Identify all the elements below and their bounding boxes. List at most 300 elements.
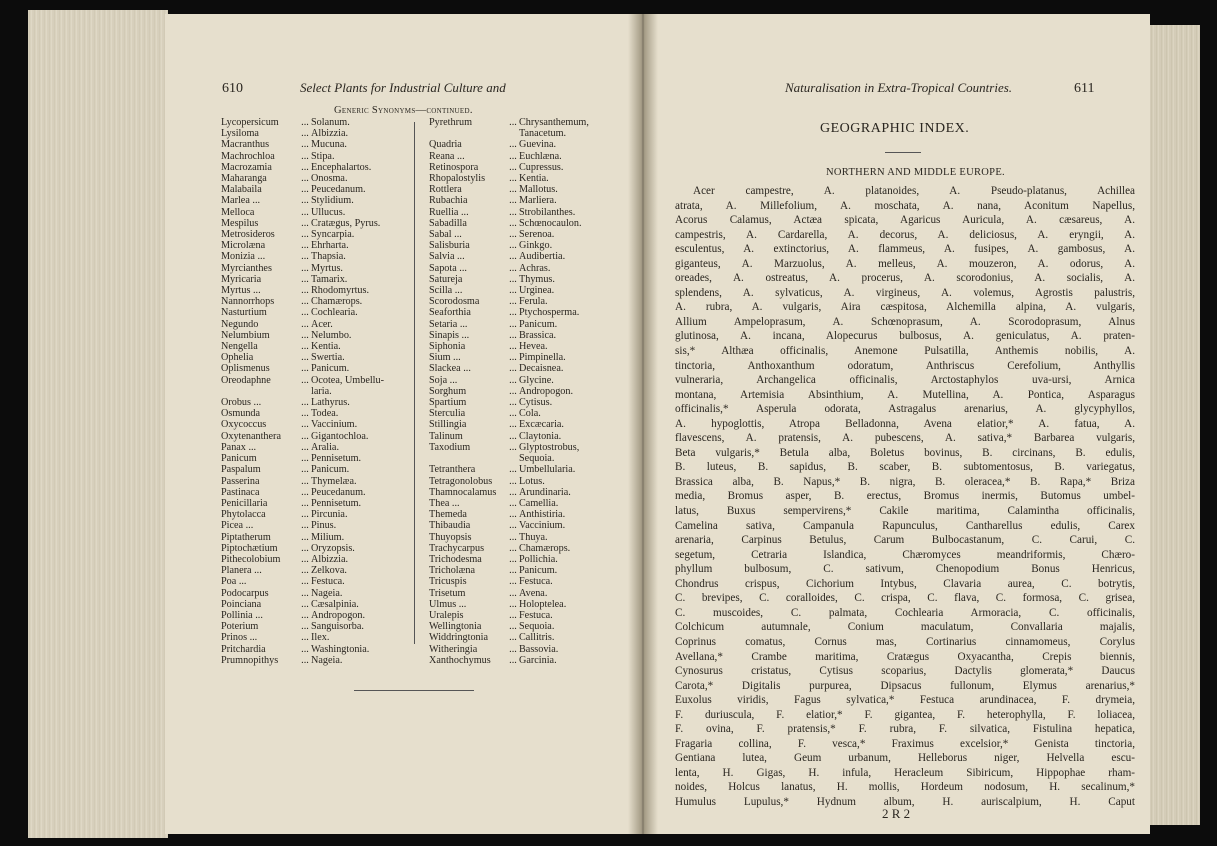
synonym-genus: Trisetum	[429, 587, 466, 599]
synonym-row	[429, 476, 634, 487]
leader-dots: ...	[509, 251, 517, 263]
synonym-genus: Machrochloa	[221, 150, 275, 162]
leader-dots	[507, 453, 519, 464]
synonym-row	[221, 240, 411, 251]
synonym-row	[221, 251, 411, 262]
synonym-genus: Ophelia	[221, 352, 254, 364]
synonym-target: Onosma.	[311, 173, 348, 185]
synonym-row	[221, 218, 411, 229]
synonym-target: Washingtonia.	[311, 643, 370, 655]
left-running-title: Select Plants for Industrial Culture and	[300, 80, 506, 95]
leader-dots: ...	[509, 240, 517, 252]
synonym-genus: Sterculia	[429, 408, 466, 420]
leader-dots: ...	[301, 318, 309, 330]
synonym-target: Strobilanthes.	[519, 206, 576, 218]
synonym-genus: Orobus ...	[221, 397, 262, 409]
left-page-number: 610	[222, 81, 243, 96]
synonym-row	[221, 543, 411, 554]
synonym-genus: Sium ...	[429, 352, 461, 364]
synonym-genus: Rubachia	[429, 195, 468, 207]
leader-dots: ...	[509, 318, 517, 330]
leader-dots: ...	[301, 262, 309, 274]
synonym-row	[429, 151, 634, 162]
synonym-row	[221, 363, 411, 374]
synonym-target: Cæsalpinia.	[311, 598, 359, 610]
synonym-genus: Poterium	[221, 621, 259, 633]
synonym-row	[429, 240, 634, 251]
synonym-target: Thymus.	[519, 273, 555, 285]
leader-dots	[507, 128, 519, 139]
leader-dots: ...	[509, 374, 517, 386]
synonym-row	[221, 408, 411, 419]
index-line: segetum, Cetraria Islandica, Chæromyces meandriformis, Chæro-	[675, 548, 1135, 561]
leader-dots: ...	[509, 609, 517, 621]
index-line: splendens, A. sylvaticus, A. virgineus, A. volemus, Agrostis palustris,	[675, 286, 1135, 299]
leader-dots: ...	[509, 206, 517, 218]
synonym-target: Andropogon.	[311, 609, 366, 621]
leader-dots: ...	[509, 464, 517, 476]
leader-dots: ...	[509, 262, 517, 274]
leader-dots: ...	[301, 632, 309, 644]
synonym-genus: Oreodaphne	[221, 374, 271, 386]
leader-dots: ...	[301, 598, 309, 610]
synonym-target: Nelumbo.	[311, 329, 352, 341]
synonym-genus: Piptochætium	[221, 542, 278, 554]
section-heading: Generic Synonyms—continued.	[334, 105, 473, 116]
synonym-row	[221, 128, 411, 139]
leader-dots: ...	[509, 195, 517, 207]
synonym-row	[221, 184, 411, 195]
synonym-row	[221, 330, 411, 341]
synonym-row	[221, 375, 411, 386]
leader-dots: ...	[301, 273, 309, 285]
synonym-genus: Sabal ...	[429, 229, 462, 241]
synonym-target: Panicum.	[311, 363, 350, 375]
synonym-target: Gigantochloa.	[311, 430, 369, 442]
synonym-row	[429, 386, 634, 397]
leader-dots: ...	[301, 542, 309, 554]
leader-dots: ...	[509, 430, 517, 442]
leader-dots: ...	[301, 654, 309, 666]
synonym-genus: Prumnopithys	[221, 654, 279, 666]
synonym-target: Hevea.	[519, 341, 548, 353]
index-line: Euxolus viridis, Fagus sylvatica,* Festuca arundinacea, F. drymeia,	[675, 694, 1135, 707]
synonym-genus: Poa ...	[221, 576, 247, 588]
synonym-row	[429, 229, 634, 240]
synonym-genus: Picea ...	[221, 520, 254, 532]
synonym-target: Panicum.	[519, 318, 558, 330]
synonym-target: Tamarix.	[311, 273, 348, 285]
synonym-genus: Phytolacca	[221, 509, 266, 521]
synonym-target: Cola.	[519, 408, 541, 420]
synonyms-column-1	[221, 117, 411, 666]
synonym-genus: Tetragonolobus	[429, 475, 493, 487]
synonym-target: Euchlæna.	[519, 150, 562, 162]
right-page-number: 611	[1074, 81, 1095, 96]
synonym-target: Guevina.	[519, 139, 557, 151]
synonym-row	[429, 184, 634, 195]
synonym-genus: Slackea ...	[429, 363, 471, 375]
synonym-genus: Uralepis	[429, 609, 464, 621]
synonym-row	[429, 173, 634, 184]
synonym-row	[221, 195, 411, 206]
synonym-target: Brassica.	[519, 329, 557, 341]
leader-dots: ...	[301, 139, 309, 151]
synonym-target: Serenoa.	[519, 229, 555, 241]
synonym-genus: Thea ...	[429, 497, 460, 509]
synonym-genus: Soja ...	[429, 374, 458, 386]
synonym-target: Schœnocaulon.	[519, 217, 582, 229]
leader-dots: ...	[301, 464, 309, 476]
synonym-row	[221, 386, 411, 397]
synonym-target: Urginea.	[519, 285, 555, 297]
synonym-row	[429, 397, 634, 408]
left-page-edges	[28, 10, 168, 838]
synonym-genus: Prinos ...	[221, 632, 258, 644]
synonym-target: Pennisetum.	[311, 453, 362, 465]
synonym-row	[221, 554, 411, 565]
leader-dots: ...	[509, 341, 517, 353]
leader-dots: ...	[509, 150, 517, 162]
index-line: Colchicum autumnale, Conium maculatum, Convallaria majalis,	[675, 621, 1135, 634]
synonym-target: Callitris.	[519, 632, 555, 644]
synonym-row	[429, 352, 634, 363]
leader-dots: ...	[301, 565, 309, 577]
leader-dots: ...	[301, 341, 309, 353]
synonym-row	[221, 397, 411, 408]
synonym-row	[221, 644, 411, 655]
index-line: Cynosurus cristatus, Cytisus scoparius, Dactylis glomerata,* Daucus	[675, 665, 1135, 678]
synonym-row	[221, 632, 411, 643]
synonym-genus: Setaria ...	[429, 318, 468, 330]
synonym-row	[429, 307, 634, 318]
synonym-genus: Scorodosma	[429, 296, 480, 308]
synonym-genus: Myricaria	[221, 273, 262, 285]
synonym-target: Arundinaria.	[519, 486, 571, 498]
synonym-genus	[429, 453, 507, 464]
synonym-genus: Wellingtonia	[429, 621, 482, 633]
index-line: vulneraria, Archangelica officinalis, Arctostaphylos uva-ursi, Arnica	[675, 374, 1135, 387]
synonym-target: Sanguisorba.	[311, 621, 364, 633]
synonym-row	[429, 599, 634, 610]
synonym-genus: Pithecolobium	[221, 553, 281, 565]
synonym-genus: Oxytenanthera	[221, 430, 281, 442]
synonym-target: Mallotus.	[519, 184, 558, 196]
synonym-genus: Panicum	[221, 453, 257, 465]
index-line: latus, Buxus sempervirens,* Cakile maritima, Calamintha officinalis,	[675, 505, 1135, 518]
synonym-genus: Thuyopsis	[429, 531, 472, 543]
synonym-row	[429, 251, 634, 262]
synonym-target: Lathyrus.	[311, 397, 350, 409]
leader-dots: ...	[301, 430, 309, 442]
synonym-row	[429, 610, 634, 621]
synonym-genus: Sorghum	[429, 385, 467, 397]
index-line: phyllum bulbosum, C. sativum, Chenopodium Bonus Henricus,	[675, 563, 1135, 576]
synonym-genus: Lysiloma	[221, 128, 259, 140]
synonym-target: Milium.	[311, 531, 345, 543]
synonym-target: Ilex.	[311, 632, 330, 644]
synonym-genus: Witheringia	[429, 643, 478, 655]
leader-dots: ...	[509, 531, 517, 543]
index-line: sis,* Althæa officinalis, Anemone Pulsatilla, Anthemis nobilis, A.	[675, 345, 1135, 358]
synonym-target: Ginkgo.	[519, 240, 553, 252]
index-line: arenaria, Carpinus Betulus, Carum Bulbocastanum, C. Carui, C.	[675, 534, 1135, 547]
synonym-target: Panicum.	[519, 565, 558, 577]
leader-dots: ...	[509, 565, 517, 577]
synonym-row	[429, 576, 634, 587]
synonym-row	[221, 117, 411, 128]
synonym-genus: Stillingia	[429, 419, 467, 431]
leader-dots: ...	[301, 161, 309, 173]
synonym-row	[221, 588, 411, 599]
synonym-target: Glycine.	[519, 374, 554, 386]
synonym-target: Thymelæa.	[311, 475, 357, 487]
synonym-target: Peucedanum.	[311, 184, 366, 196]
synonym-row	[221, 610, 411, 621]
leader-dots: ...	[509, 397, 517, 409]
synonym-target: Ocotea, Umbellu-	[311, 374, 384, 386]
synonym-genus: Oplismenus	[221, 363, 270, 375]
leader-dots: ...	[509, 117, 517, 128]
leader-dots: ...	[301, 229, 309, 241]
synonym-genus: Osmunda	[221, 408, 261, 420]
index-line: media, Bromus asper, B. erectus, Bromus inermis, Butomus umbel-	[675, 490, 1135, 503]
synonym-row	[429, 509, 634, 520]
synonym-row	[221, 319, 411, 330]
leader-dots: ...	[301, 497, 309, 509]
synonym-row	[221, 207, 411, 218]
leader-dots	[299, 386, 311, 397]
index-line: noides, Holcus lanatus, H. mollis, Hordeum nodosum, H. secalinum,*	[675, 781, 1135, 794]
synonym-row	[429, 341, 634, 352]
synonym-row	[429, 162, 634, 173]
synonym-row	[429, 487, 634, 498]
synonym-target: Stipa.	[311, 150, 335, 162]
synonym-target: Festuca.	[519, 609, 553, 621]
synonym-genus: Trichodesma	[429, 553, 482, 565]
synonym-genus: Tetranthera	[429, 464, 476, 476]
leader-dots: ...	[509, 654, 517, 666]
synonym-genus: Seaforthia	[429, 307, 471, 319]
leader-dots: ...	[509, 296, 517, 308]
synonyms-column-2	[429, 117, 634, 666]
leader-dots: ...	[509, 542, 517, 554]
synonym-row	[429, 655, 634, 666]
leader-dots: ...	[301, 397, 309, 409]
synonym-row	[429, 464, 634, 475]
leader-dots: ...	[301, 643, 309, 655]
synonym-target: Albizzia.	[311, 553, 349, 565]
synonym-genus: Taxodium	[429, 441, 471, 453]
leader-dots: ...	[509, 217, 517, 229]
synonym-row	[221, 509, 411, 520]
leader-dots: ...	[509, 184, 517, 196]
synonym-row	[221, 263, 411, 274]
synonym-genus: Marlea ...	[221, 195, 261, 207]
synonym-target: Umbellularia.	[519, 464, 576, 476]
index-line: F. duriuscula, F. elatior,* F. gigantea, F. heterophylla, F. loliacea,	[675, 708, 1135, 721]
leader-dots: ...	[509, 419, 517, 431]
leader-dots: ...	[301, 553, 309, 565]
synonym-target: Vaccinium.	[519, 520, 566, 532]
synonym-genus: Themeda	[429, 509, 467, 521]
synonym-target: Ehrharta.	[311, 240, 349, 252]
synonym-genus: Paspalum	[221, 464, 261, 476]
synonym-row	[221, 307, 411, 318]
synonym-target: Zelkova.	[311, 565, 347, 577]
synonym-genus: Podocarpus	[221, 587, 269, 599]
leader-dots: ...	[301, 587, 309, 599]
synonym-row	[429, 554, 634, 565]
index-line: A. hypoglottis, Atropa Belladonna, Avena elatior,* A. fatua, A.	[675, 417, 1135, 430]
synonym-genus: Thibaudia	[429, 520, 471, 532]
synonym-row	[429, 263, 634, 274]
leader-dots: ...	[301, 352, 309, 364]
index-line: montana, Artemisia Absinthium, A. Mutellina, A. Pontica, Asparagus	[675, 388, 1135, 401]
synonym-genus: Salisburia	[429, 240, 470, 252]
synonym-genus: Pyrethrum	[429, 117, 473, 128]
synonym-row	[429, 588, 634, 599]
synonym-genus: Poinciana	[221, 598, 262, 610]
leader-dots: ...	[509, 576, 517, 588]
synonym-row	[429, 532, 634, 543]
synonym-genus: Sapota ...	[429, 262, 467, 274]
leader-dots: ...	[301, 184, 309, 196]
leader-dots: ...	[301, 453, 309, 465]
synonym-genus: Melloca	[221, 206, 255, 218]
leader-dots: ...	[509, 408, 517, 420]
index-line: Avellana,* Crambe maritima, Cratægus Oxyacantha, Crepis biennis,	[675, 650, 1135, 663]
leader-dots: ...	[301, 363, 309, 375]
index-line: A. rubra, A. vulgaris, Aira cæspitosa, Alchemilla alpina, A. vulgaris,	[675, 301, 1135, 314]
leader-dots: ...	[301, 128, 309, 140]
leader-dots: ...	[509, 475, 517, 487]
synonym-target: Pennisetum.	[311, 497, 362, 509]
synonym-row	[221, 442, 411, 453]
synonym-target: Acer.	[311, 318, 333, 330]
synonym-genus: Pritchardia	[221, 643, 266, 655]
leader-dots: ...	[509, 307, 517, 319]
synonym-row	[221, 655, 411, 666]
index-line: Allium Ampeloprasum, A. Schœnoprasum, A. Scorodoprasum, Alnus	[675, 315, 1135, 328]
synonym-target: Albizzia.	[311, 128, 349, 140]
synonym-genus: Oxycoccus	[221, 419, 267, 431]
synonym-target: Pollichia.	[519, 553, 558, 565]
synonym-target: Cratægus, Pyrus.	[311, 217, 381, 229]
synonym-genus: Scilla ...	[429, 285, 463, 297]
leader-dots: ...	[301, 609, 309, 621]
synonym-genus: Tricholæna	[429, 565, 476, 577]
index-line: oreades, A. ostreatus, A. procerus, A. scorodonius, A. socialis, A.	[675, 272, 1135, 285]
index-line: glutinosa, A. incana, Alopecurus bulbosus, A. geniculatus, A. praten-	[675, 330, 1135, 343]
synonym-genus: Pastinaca	[221, 486, 260, 498]
synonym-genus: Nasturtium	[221, 307, 267, 319]
leader-dots: ...	[301, 621, 309, 633]
synonym-genus: Sinapis ...	[429, 329, 470, 341]
index-line: Coprinus comatus, Cornus mas, Cortinarius cinnamomeus, Corylus	[675, 635, 1135, 648]
synonym-target: Kentia.	[519, 173, 549, 185]
synonym-target: Nageia.	[311, 587, 343, 599]
leader-dots: ...	[301, 520, 309, 532]
synonym-row	[221, 565, 411, 576]
leader-dots: ...	[301, 509, 309, 521]
synonym-target: Bassovia.	[519, 643, 559, 655]
synonym-target: Mucuna.	[311, 139, 347, 151]
synonym-row	[429, 565, 634, 576]
right-running-title: Naturalisation in Extra-Tropical Countries.	[785, 80, 1013, 95]
index-line: officinalis,* Asperula odorata, Astragalus arenarius, A. glycyphyllos,	[675, 403, 1135, 416]
leader-dots: ...	[301, 285, 309, 297]
synonym-genus: Metrosideros	[221, 229, 275, 241]
index-line: Chondrus crispus, Cichorium Intybus, Clavaria aurea, C. botrytis,	[675, 577, 1135, 590]
synonym-target: Aralia.	[311, 441, 340, 453]
leader-dots: ...	[509, 385, 517, 397]
synonym-row	[221, 229, 411, 240]
index-line: giganteus, A. Marzuolus, A. melleus, A. mouzeron, A. odorus, A.	[675, 257, 1135, 270]
synonym-genus: Piptatherum	[221, 531, 271, 543]
synonym-genus: Rottlera	[429, 184, 462, 196]
leader-dots: ...	[301, 486, 309, 498]
synonym-genus: Macrozamia	[221, 161, 272, 173]
synonym-target: Thuya.	[519, 531, 548, 543]
index-line: Humulus Lupulus,* Hydnum album, H. auriscalpium, H. Caput	[675, 795, 1135, 808]
leader-dots: ...	[509, 139, 517, 151]
leader-dots: ...	[301, 307, 309, 319]
column-divider	[414, 122, 415, 644]
synonym-row	[221, 476, 411, 487]
synonym-row	[221, 274, 411, 285]
leader-dots: ...	[301, 374, 309, 386]
index-line: Fragaria collina, F. vesca,* Fraximus excelsior,* Genista tinctoria,	[675, 737, 1135, 750]
synonym-target: Lotus.	[519, 475, 545, 487]
synonym-genus: Negundo	[221, 318, 259, 330]
synonym-row	[429, 632, 634, 643]
synonym-target: Cochlearia.	[311, 307, 358, 319]
synonym-genus: Macranthus	[221, 139, 270, 151]
leader-dots: ...	[301, 408, 309, 420]
index-line: Carota,* Digitalis purpurea, Dipsacus fullonum, Elymus arenarius,*	[675, 679, 1135, 692]
synonym-row	[429, 207, 634, 218]
synonym-genus: Tricuspis	[429, 576, 467, 588]
synonym-row	[429, 363, 634, 374]
synonym-genus: Satureja	[429, 273, 463, 285]
synonym-genus: Ruellia ...	[429, 206, 469, 218]
title-rule	[885, 152, 921, 153]
leader-dots: ...	[509, 621, 517, 633]
synonym-genus: Widdringtonia	[429, 632, 489, 644]
synonym-target: Anthistiria.	[519, 509, 566, 521]
synonym-target: Panicum.	[311, 464, 350, 476]
synonym-target: Festuca.	[519, 576, 553, 588]
index-line: B. luteus, B. sapidus, B. scaber, B. subtomentosus, B. variegatus,	[675, 461, 1135, 474]
leader-dots: ...	[509, 273, 517, 285]
synonym-target: Todea.	[311, 408, 339, 420]
synonym-row	[429, 621, 634, 632]
synonym-genus: Planera ...	[221, 565, 262, 577]
synonym-genus: Xanthochymus	[429, 654, 491, 666]
leader-dots: ...	[301, 251, 309, 263]
synonym-row	[429, 128, 634, 139]
synonym-target: Solanum.	[311, 117, 350, 128]
leader-dots: ...	[301, 475, 309, 487]
synonym-row	[221, 520, 411, 531]
synonym-target: Excæcaria.	[519, 419, 564, 431]
synonym-target: Thapsia.	[311, 251, 346, 263]
index-line: tinctoria, Anthoxanthum odoratum, Anthriscus Cerefolium, Anthyllis	[675, 359, 1135, 372]
synonym-genus: Myrcianthes	[221, 262, 272, 274]
index-line: F. ovina, F. pratensis,* F. rubra, F. silvatica, Fistulina hepatica,	[675, 723, 1135, 736]
index-line: Camelina sativa, Campanula Rapunculus, Cantharellus edulis, Carex	[675, 519, 1135, 532]
